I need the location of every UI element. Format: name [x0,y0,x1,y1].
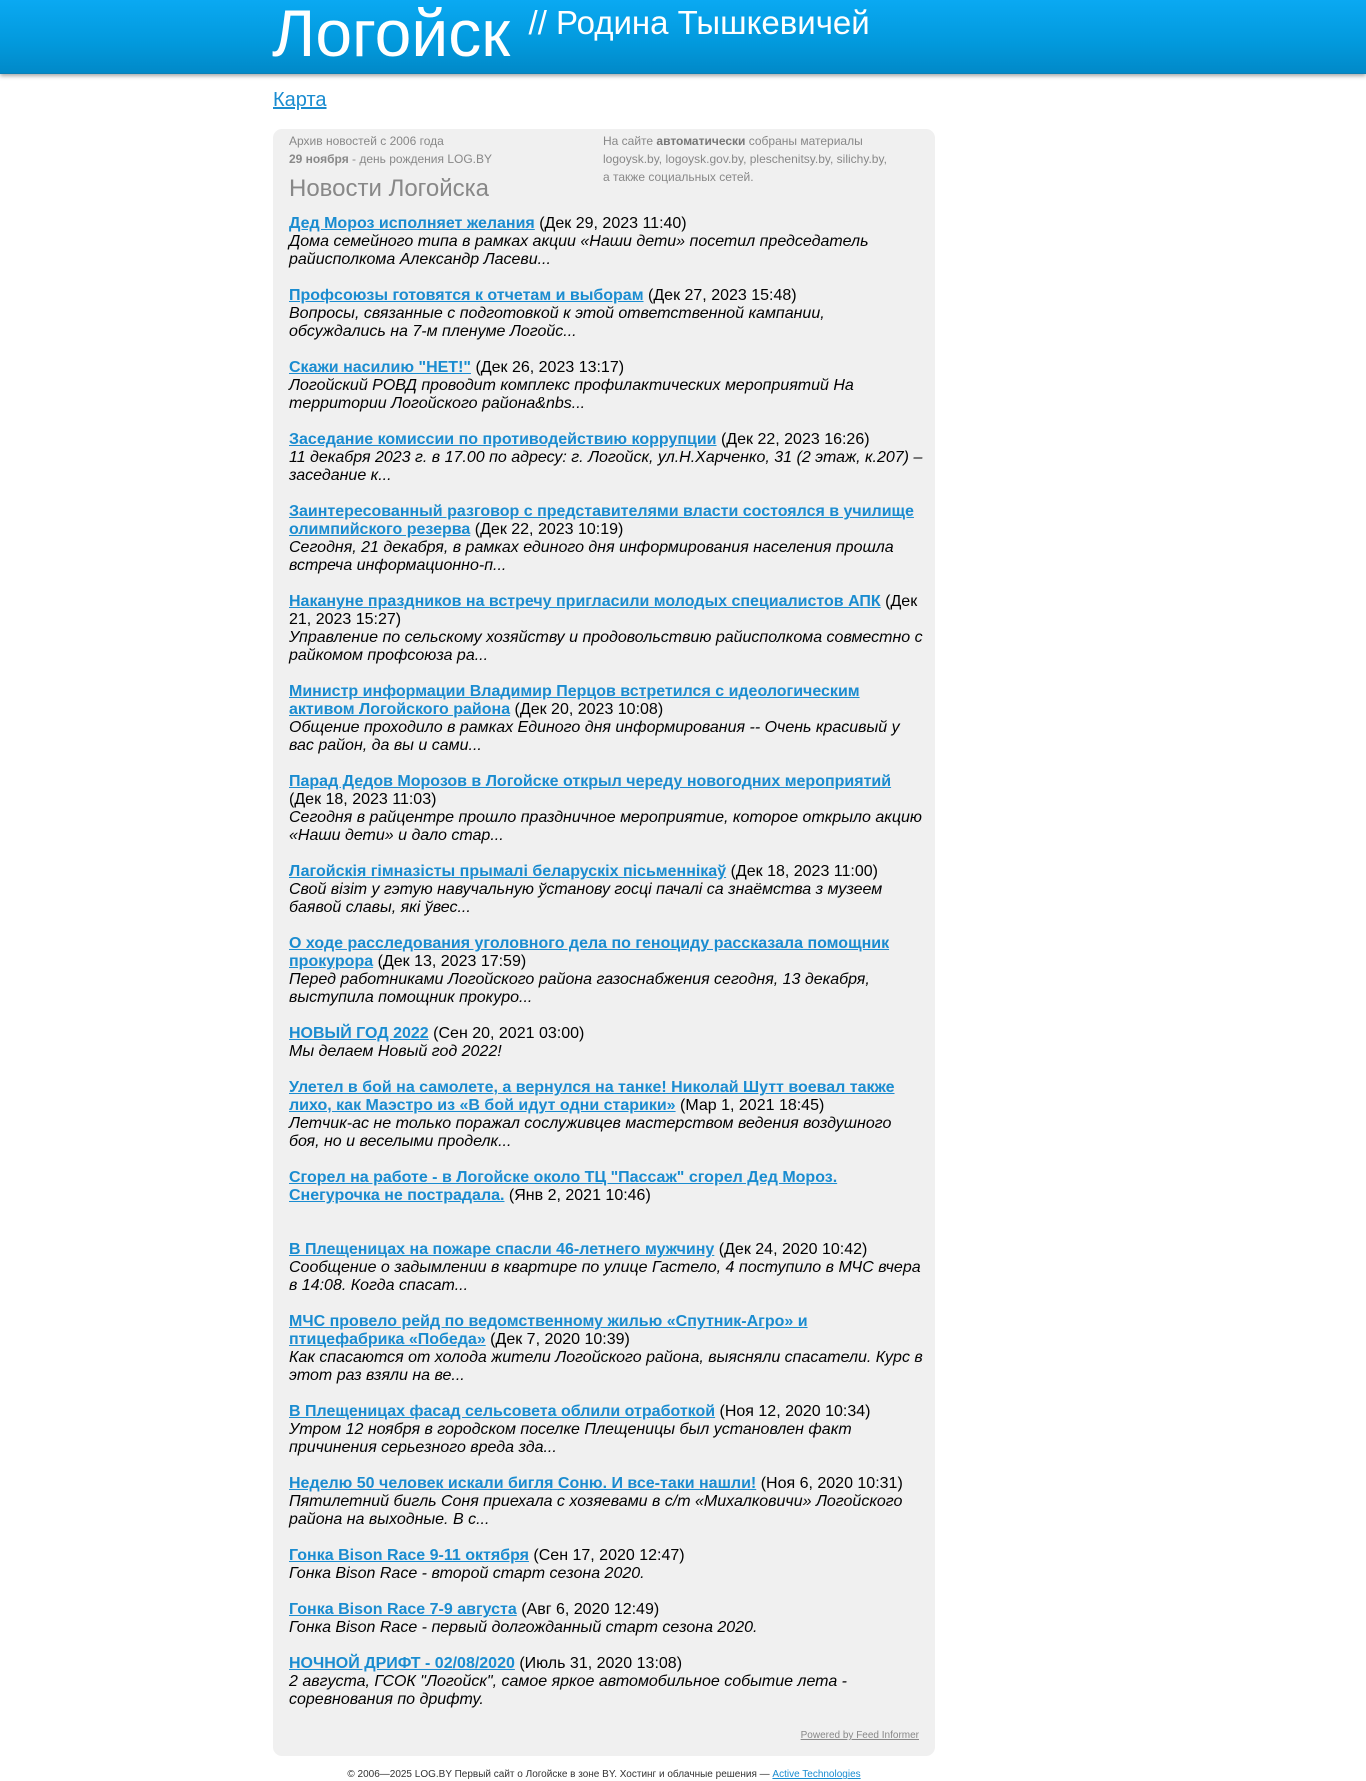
news-item-desc: Гонка Bison Race - первый долгожданный старт сезона 2020. [289,1619,758,1636]
news-item [289,1079,923,1151]
footer [0,1769,1208,1780]
news-item [289,287,923,341]
site-title[interactable]: Логойск [272,0,511,70]
news-item-title-link[interactable]: О ходе расследования уголовного дела по геноциду рассказала помощник прокурора [289,935,890,970]
news-item-date: (Дек 7, 2020 10:39) [490,1331,630,1348]
news-item-date: (Янв 2, 2021 10:46) [508,1187,651,1204]
news-item-desc: Как спасаются от холода жители Логойского района, выясняли спасатели. Курс в этот раз взяли на ве... [289,1349,923,1384]
news-item-date: (Дек 22, 2023 16:26) [720,431,870,448]
news-item-desc: Сообщение о задымлении в квартире по улице Гастело, 4 поступило в МЧС вчера в 14:08. Когда спасат... [289,1259,921,1294]
news-item-desc: Гонка Bison Race - второй старт сезона 2020. [289,1565,645,1582]
news-item [289,503,923,575]
news-item-title-link[interactable]: Профсоюзы готовятся к отчетам и выборам [289,287,644,304]
news-item [289,1475,923,1529]
news-item-title-link[interactable]: Дед Мороз исполняет желания [289,215,535,232]
news-item-desc: Перед работниками Логойского района газоснабжения сегодня, 13 декабря, выступила помощник прокуро... [289,971,870,1006]
news-item-title-link[interactable]: Гонка Bison Race 9-11 октября [289,1547,529,1564]
news-item-title-link[interactable]: Неделю 50 человек искали бигля Соню. И все-таки нашли! [289,1475,757,1492]
news-item-title-link[interactable]: Заинтересованный разговор с представителями власти состоялся в училище олимпийского резерва [289,503,914,538]
sources-bold: автоматически [656,134,746,148]
news-item-desc: 2 августа, ГСОК "Логойск", самое яркое автомобильное событие лета - соревнования по дрифту. [289,1673,847,1708]
news-item-date: (Сен 17, 2020 12:47) [533,1547,685,1564]
news-item-desc: Пятилетний бигль Соня приехала с хозяевами в с/т «Михалковичи» Логойского района на выходные. В с... [289,1493,903,1528]
birthday-line [289,150,589,168]
news-item-title-link[interactable]: Гонка Bison Race 7-9 августа [289,1601,517,1618]
news-item-date: (Ноя 6, 2020 10:31) [760,1475,903,1492]
news-item-date: (Дек 29, 2023 11:40) [539,215,687,232]
news-item [289,683,923,755]
news-item-title-link[interactable]: Накануне праздников на встречу пригласили молодых специалистов АПК [289,593,881,610]
news-item-desc: 11 декабря 2023 г. в 17.00 по адресу: г. Логойск, ул.Н.Харченко, 31 (2 этаж, к.207) – заседание к... [289,449,923,484]
news-item-desc: Летчик-ас не только поражал сослуживцев мастерством ведения воздушного боя, но и веселыми проделк... [289,1115,892,1150]
news-item-title-link[interactable]: В Плещеницах фасад сельсовета облили отработкой [289,1403,716,1420]
news-item-title-link[interactable]: Скажи насилию "НЕТ!" [289,359,471,376]
news-item-date: (Дек 24, 2020 10:42) [718,1241,868,1258]
news-item [289,1601,923,1637]
sources-prefix: На сайте [603,134,657,148]
news-item-desc: Утром 12 ноября в городском поселке Плещеницы был установлен факт причинения серьезного вреда зда... [289,1421,852,1456]
news-item-title-link[interactable]: НОЧНОЙ ДРИФТ - 02/08/2020 [289,1655,515,1672]
news-item-date: (Дек 20, 2023 10:08) [514,701,664,718]
news-item-desc: Логойский РОВД проводит комплекс профилактических мероприятий На территории Логойского района&nbs... [289,377,854,412]
archive-since: Архив новостей с 2006 года [289,134,444,148]
sources-info [603,132,903,186]
news-item-date: (Дек 18, 2023 11:03) [289,791,437,808]
news-item [289,935,923,1007]
news-item-desc: Мы делаем Новый год 2022! [289,1043,502,1060]
news-item [289,1313,923,1385]
news-item-title-link[interactable]: В Плещеницах на пожаре спасли 46-летнего мужчину [289,1241,715,1258]
news-item-date: (Дек 13, 2023 17:59) [377,953,527,970]
sources-suffix: собраны материалы [745,134,863,148]
news-item-desc: Управление по сельскому хозяйству и продовольствию райисполкома совместно с райкомом профсоюза ра... [289,629,923,664]
sources-line1 [603,132,903,150]
sources-line2: logoysk.by, logoysk.gov.by, pleschenitsy.by, silichy.by, [603,152,887,166]
news-item [289,1547,923,1583]
site-subtitle: // Родина Тышкевичей [528,4,870,41]
news-item [289,773,923,845]
news-item-desc: Свой візіт у гэтую навучальную ўстанову госці пачалі са знаёмства з музеем баявой славы, які ўвес... [289,881,883,916]
news-item [289,1241,923,1295]
news-item [289,1169,923,1205]
news-item-date: (Дек 26, 2023 13:17) [475,359,625,376]
news-item [289,1025,923,1061]
news-item-title-link[interactable]: Заседание комиссии по противодействию коррупции [289,431,717,448]
news-item-title-link[interactable]: Улетел в бой на самолете, а вернулся на танке! Николай Шутт воевал также лихо, как Маэстро из «В бой идут одни старики» [289,1079,895,1114]
news-item-title-link[interactable]: Сгорел на работе - в Логойске около ТЦ "Пассаж" сгорел Дед Мороз. Снегурочка не пострадала. [289,1169,838,1204]
news-item-title-link[interactable]: Лагойскія гімназісты прымалі беларускіх пісьменнікаў [289,863,727,880]
sources-line3: а также социальных сетей. [603,170,754,184]
news-item-date: (Дек 18, 2023 11:00) [730,863,878,880]
birthday-date: 29 ноября [289,152,349,166]
news-item-desc: Сегодня, 21 декабря, в рамках единого дня информирования населения прошла встреча информационно-п... [289,539,894,574]
news-heading: Новости Логойска [289,175,490,202]
news-list [289,215,923,1727]
birthday-text: - день рождения LOG.BY [348,152,493,166]
news-panel [273,129,935,1756]
news-item-date: (Июль 31, 2020 13:08) [519,1655,683,1672]
news-item-desc: Вопросы, связанные с подготовкой к этой ответственной кампании, обсуждались на 7-м пленуме Логойс... [289,305,825,340]
news-item-date: (Мар 1, 2021 18:45) [680,1097,825,1114]
archive-info [289,132,589,168]
news-item [289,863,923,917]
news-item [289,1403,923,1457]
news-item [289,593,923,665]
powered-by-link[interactable]: Powered by Feed Informer [800,1730,919,1741]
news-item [289,359,923,413]
footer-hosting-link[interactable]: Active Technologies [772,1769,861,1780]
news-item [289,1655,923,1709]
news-item-title-link[interactable]: МЧС провело рейд по ведомственному жилью «Спутник-Агро» и птицефабрика «Победа» [289,1313,808,1348]
news-item-title-link[interactable]: Парад Дедов Морозов в Логойске открыл череду новогодних мероприятий [289,773,892,790]
news-item-desc: Дома семейного типа в рамках акции «Наши дети» посетил председатель райисполкома Александр Ласеви... [289,233,869,268]
news-item-date: (Дек 22, 2023 10:19) [474,521,624,538]
news-item-desc: Общение проходило в рамках Единого дня информирования -- Очень красивый у вас район, да вы и сами... [289,719,900,754]
news-item-title-link[interactable]: Министр информации Владимир Перцов встретился с идеологическим активом Логойского района [289,683,860,718]
news-item-title-link[interactable]: НОВЫЙ ГОД 2022 [289,1025,429,1042]
news-item-date: (Дек 27, 2023 15:48) [648,287,797,304]
news-item-desc: Сегодня в райцентре прошло праздничное мероприятие, которое открыло акцию «Наши дети» и дало стар... [289,809,922,844]
news-item-date: (Сен 20, 2021 03:00) [433,1025,585,1042]
news-item [289,431,923,485]
news-item-date: (Ноя 12, 2020 10:34) [719,1403,871,1420]
map-link[interactable]: Карта [273,89,327,111]
site-header [0,0,1366,74]
news-item [289,215,923,269]
news-item-date: (Авг 6, 2020 12:49) [521,1601,660,1618]
news-item-date: (Дек 21, 2023 15:27) [289,593,918,628]
footer-text: © 2006—2025 LOG.BY Первый сайт о Логойске в зоне BY. Хостинг и облачные решения — [347,1769,773,1780]
